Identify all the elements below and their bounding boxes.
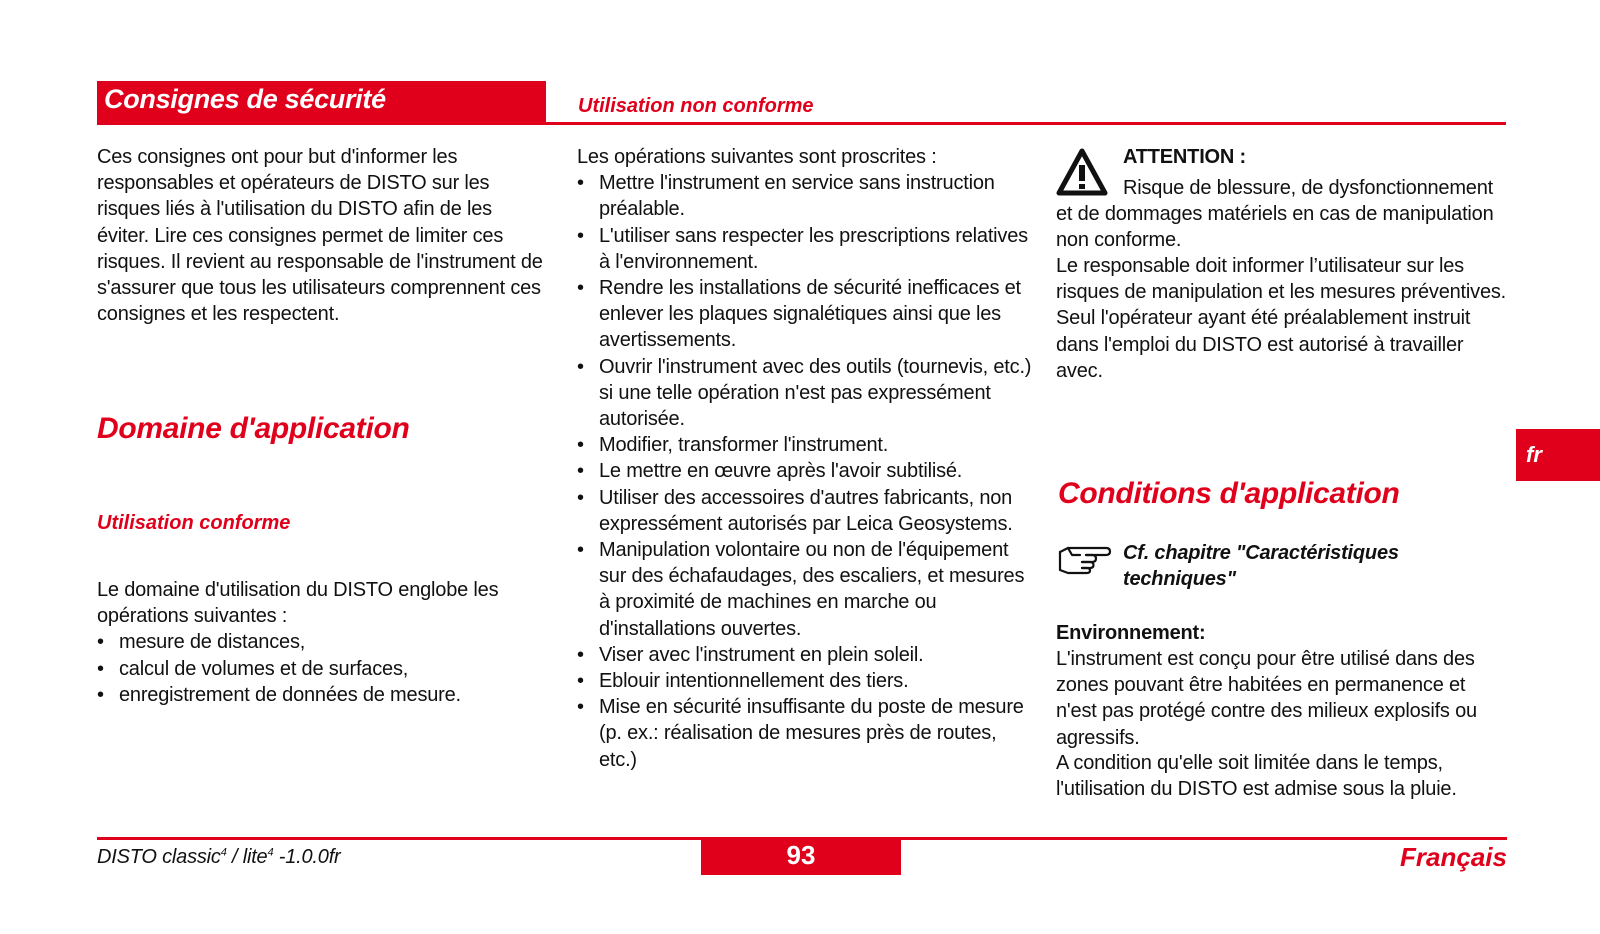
- list-item: • Eblouir intentionnellement des tiers.: [577, 668, 1037, 694]
- section-title: Consignes de sécurité: [104, 84, 386, 114]
- doc-name: DISTO classic: [97, 846, 221, 868]
- proscribed-list: [577, 170, 1037, 773]
- header-rule: [546, 122, 1506, 125]
- attention-text: et de dommages matériels en cas de manipulation non conforme.: [1056, 203, 1494, 252]
- list-item: • Mise en sécurité insuffisante du poste de mesure (p. ex.: réalisation de mesures près de routes, etc.): [577, 694, 1037, 773]
- list-item: • L'utiliser sans respecter les prescriptions relatives à l'environnement.: [577, 223, 1037, 275]
- language-tab-label: fr: [1526, 442, 1542, 467]
- col1-intro: Ces consignes ont pour but d'informer les responsables et opérateurs de DISTO sur les risques liés à l'utilisation du DISTO afin de les éviter. Lire ces consignes permet de limiter ces risques. Il revient au responsable de l'instrument de s'assurer que tous les utilisateurs comprennent ces consignes et les respectent.: [97, 146, 543, 326]
- list-item: • mesure de distances,: [97, 629, 547, 655]
- col2-heading: Utilisation non conforme: [578, 95, 814, 117]
- list-item: • Viser avec l'instrument en plein soleil.: [577, 642, 1037, 668]
- conform-block: [97, 577, 547, 708]
- col2-intro: Les opérations suivantes sont proscrites :: [577, 146, 937, 168]
- col2-block: [577, 144, 1037, 773]
- list-item: • Manipulation volontaire ou non de l'équipement sur des échafaudages, des escaliers, et mesures à proximité de machines en marche ou d'installations ouvertes.: [577, 537, 1037, 642]
- list-item: • Mettre l'instrument en service sans instruction préalable.: [577, 170, 1037, 222]
- conditions-heading: Conditions d'application: [1058, 477, 1400, 510]
- list-item: • Le mettre en œuvre après l'avoir subtilisé.: [577, 458, 1037, 484]
- list-item: • Modifier, transformer l'instrument.: [577, 432, 1037, 458]
- list-item: • Ouvrir l'instrument avec des outils (tournevis, etc.) si une telle opération n'est pas expressément autorisée.: [577, 354, 1037, 433]
- rain-text: A condition qu'elle soit limitée dans le temps, l'utilisation du DISTO est admise sous la pluie.: [1056, 752, 1457, 801]
- list-item: • enregistrement de données de mesure.: [97, 682, 547, 708]
- conform-intro: Le domaine d'utilisation du DISTO englobe les opérations suivantes :: [97, 579, 499, 628]
- page-number: 93: [786, 840, 816, 870]
- footer-doc-title: [97, 846, 341, 869]
- footer-language: Français: [1400, 842, 1507, 872]
- list-item: • Rendre les installations de sécurité inefficaces et enlever les plaques signalétiques ainsi que les avertissements.: [577, 275, 1037, 354]
- doc-version: -1.0.0fr: [273, 846, 341, 868]
- domain-heading: Domaine d'application: [97, 412, 410, 445]
- warning-triangle-icon: [1056, 148, 1108, 196]
- list-item: • calcul de volumes et de surfaces,: [97, 656, 547, 682]
- conform-heading: Utilisation conforme: [97, 512, 291, 534]
- pointing-hand-icon: [1056, 540, 1112, 578]
- superscript: 4: [220, 846, 227, 859]
- reference-note: Cf. chapitre "Caractéristiques techniques": [1123, 542, 1399, 591]
- environment-label: Environnement:: [1056, 622, 1206, 644]
- superscript: 4: [267, 846, 274, 859]
- list-item: • Utiliser des accessoires d'autres fabricants, non expressément autorisés par Leica Geosystems.: [577, 485, 1037, 537]
- responsible-text: Le responsable doit informer l’utilisateur sur les risques de manipulation et les mesures préventives. Seul l'opérateur ayant été préalablement instruit dans l'emploi du DISTO est autorisé à travailler avec.: [1056, 255, 1507, 382]
- attention-label: ATTENTION :: [1123, 146, 1246, 168]
- doc-name-part: / lite: [226, 846, 268, 868]
- attention-first-line: Risque de blessure, de dysfonctionnement: [1123, 177, 1494, 199]
- conform-list: [97, 629, 547, 708]
- environment-text: L'instrument est conçu pour être utilisé dans des zones pouvant être habitées en permanence et n'est pas protégé contre des milieux explosifs ou agressifs.: [1056, 648, 1477, 749]
